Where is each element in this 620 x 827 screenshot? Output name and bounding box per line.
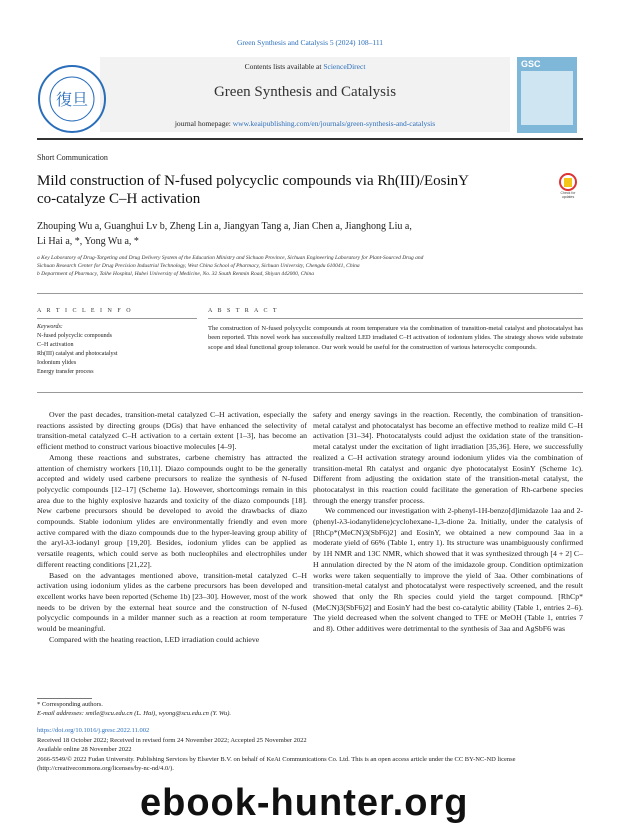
available-online: Available online 28 November 2022	[37, 746, 132, 753]
journal-reference[interactable]: Green Synthesis and Catalysis 5 (2024) 108–111	[236, 38, 384, 47]
abstract-text: The construction of N-fused polycyclic compounds at room temperature via the combination of transition-metal catalyst and photocatalyst has been reported. This novel work has successfully realized LED irradiated C–H activation of iodonium ylides. The strategy shows wide substrate scope and ideal functional group tolerance. Our work would be useful for the construction of various heterocyclic compounds.	[208, 325, 583, 351]
copyright-notice: 2666-5549/© 2022 Fudan University. Publishing Services by Elsevier B.V. on behalf of KeAi Communications Co. Ltd. This is an open access article under the CC BY-NC-ND license (http://creativecommons.org/licenses/by-nc-nd/4.0/).	[37, 756, 516, 772]
cover-artwork	[521, 71, 573, 125]
info-divider	[37, 318, 197, 319]
body-paragraph: Among these reactions and substrates, carbene chemistry has attracted the attention of chemistry workers [10,11]. Diazo compounds ought to be the generally accepted and widely used carbene precursors to realize the synthesis of N-fused polycyclic compounds [12–17] (Scheme 1a). However, shortcomings remain in this area due to the highly explosive hazards and toxicity of the diazo compounds [18]. New carbene precursors should be developed to avoid the drawbacks of diazo compounds. Stable iodonium ylides are environmentally friendly and even more active compared with the diazo compounds due to the hyper-leaving group ability of the aryl-λ3-iodanyl group [19,20]. Besides, iodonium ylides can be applied as versatile reagents, which could serve as both nucleophiles and electrophiles under different reacting conditions [21,22].	[37, 452, 307, 569]
cover-label: GSC	[521, 59, 541, 69]
body-column-left	[37, 410, 307, 645]
body-paragraph: Compared with the heating reaction, LED irradiation could achieve	[49, 634, 260, 644]
journal-homepage: journal homepage: www.keaipublishing.com/en/journals/green-synthesis-and-catalysis	[174, 119, 436, 128]
article-type: Short Communication	[37, 153, 108, 162]
body-paragraph: safety and energy savings in the reaction. Recently, the combination of transition-metal catalyst and photocatalyst has become an effective method to realize mild C–H activation [31–34]. Photocatalysts could adjust the oxidation state of the transition-metal catalyst under the excitation of light irradiation [35,36]. Here, we successfully realized a C–H activation strategy around iodonium ylides via the combination of transition-metal Rh catalyst and organic dye photocatalyst EosinY (Scheme 1c). Different from adjusting the oxidation state of the transition-metal catalyst, the photocatalyst in this reaction could facilitate the generation of Rh-carbene species through the energy transfer process.	[313, 410, 583, 505]
keyword-item: C–H activation	[37, 342, 74, 348]
affiliation-a: a Key Laboratory of Drug-Targeting and Drug Delivery System of the Education Ministry and Sichuan Province, Sichuan Engineering Laboratory for Plant-Sourced Drug and	[37, 255, 424, 261]
email-addresses[interactable]: E-mail addresses: smile@scu.edu.cn (L. Hai), wyong@scu.edu.cn (Y. Wu).	[37, 710, 231, 717]
received-dates: Received 18 October 2022; Received in revised form 24 November 2022; Accepted 25 November 2022	[37, 737, 307, 744]
title-line-2: co-catalyze C–H activation	[37, 191, 201, 207]
title-line-1: Mild construction of N-fused polycyclic compounds via Rh(III)/EosinY	[37, 173, 469, 189]
watermark: ebook-hunter.org	[140, 782, 469, 824]
article-info-heading: A R T I C L E I N F O	[37, 308, 133, 314]
abstract-heading: A B S T R A C T	[208, 308, 279, 314]
affiliation-divider	[37, 293, 583, 294]
contents-line: Contents lists available at ScienceDirect	[244, 62, 366, 71]
footnote-divider	[37, 698, 92, 699]
author-list	[37, 219, 537, 249]
abstract-divider	[208, 318, 583, 319]
journal-title: Green Synthesis and Catalysis	[213, 84, 397, 100]
university-seal-logo	[37, 63, 107, 135]
article-title	[37, 172, 507, 208]
sciencedirect-link[interactable]: ScienceDirect	[323, 62, 366, 71]
affiliation-b: b Department of Pharmacy, Taihe Hospital, Hubei University of Medicine, No. 32 South Renmin Road, Shiyan 442000, China	[37, 271, 315, 277]
update-icon	[555, 172, 581, 191]
body-divider	[37, 392, 583, 393]
authors-line-2: Li Hai a, *, Yong Wu a, *	[37, 236, 139, 247]
body-column-right	[313, 410, 583, 635]
affiliation-a-cont: Sichuan Research Center for Drug Precision Industrial Technology, West China School of Pharmacy, Sichuan University, Chengdu 610041, China	[37, 263, 360, 269]
journal-cover-image[interactable]	[517, 57, 577, 133]
body-paragraph: Based on the advantages mentioned above, transition-metal catalyzed C–H activation using iodonium ylides as the carbene precursors has been developed and excellent works have been reported (Scheme 1b) [23–30]. However, most of the work needs to be driven by the external heat source and the construction of N-fused polycyclic compounds in a milder manner such as a reaction at room temperature would be meaningful.	[37, 570, 307, 634]
badge-label: Check for updates	[560, 191, 576, 199]
svg-text:復旦: 復旦	[55, 90, 89, 109]
body-paragraph: Over the past decades, transition-metal catalyzed C–H activation, especially the reactions assisted by directing groups (DGs) that have enhanced the selectivity of transition-metal catalyzed C–H activation to a certain extent [1–3], has become an efficient method to construct various bioactive molecules [4–9].	[37, 410, 307, 452]
keywords-label: Keywords:	[37, 324, 63, 330]
authors-line-1: Zhouping Wu a, Guanghui Lv b, Zheng Lin a, Jiangyan Tang a, Jian Chen a, Jianghong Liu a,	[37, 221, 412, 232]
keyword-item: Energy transfer process	[37, 369, 94, 375]
header-divider	[37, 138, 583, 140]
keyword-item: Iodonium ylides	[37, 360, 77, 366]
keyword-item: Rh(III) catalyst and photocatalyst	[37, 351, 118, 357]
corresponding-note: * Corresponding authors.	[37, 701, 103, 708]
check-for-updates-badge[interactable]	[555, 172, 581, 202]
doi-link[interactable]: https://doi.org/10.1016/j.gresc.2022.11.002	[37, 727, 150, 734]
body-paragraph: We commenced our investigation with 2-phenyl-1H-benzo[d]imidazole 1aa and 2-(phenyl-λ3-iodanylidene)cyclohexane-1,3-dione 2a. Initially, under the catalysis of [RhCp*(MeCN)3(SbF6)2] and EosinY, we obtained a new compound 3aa in a moderate yield of 66% (Table 1, entry 1). Its structure was unambiguously confirmed by 1H NMR and 13C NMR, which showed that it was synthesized through [4 + 2] C–H annulation directed by the N atom of the imidazole group. Condition optimization works were taken sequentially to improve the yield of 3aa. Other combinations of transition-metal catalyst and photocatalyst were respectively screened, and the result showed that only the Rh species could yield the target compound. [RhCp*(MeCN)3(SbF6)2] and EosinY had the best co-catalytic ability (Table 1, entries 2–6). The yield decreased when the solvent changed to TFE or MeOH (Table 1, entries 7 and 8). Other additives were detrimental to the synthesis of 3aa and AgSbF6 was	[313, 506, 583, 634]
affiliations	[37, 254, 582, 278]
keyword-item: N-fused polycyclic compounds	[37, 333, 112, 339]
homepage-link[interactable]: www.keaipublishing.com/en/journals/green-synthesis-and-catalysis	[232, 119, 436, 128]
